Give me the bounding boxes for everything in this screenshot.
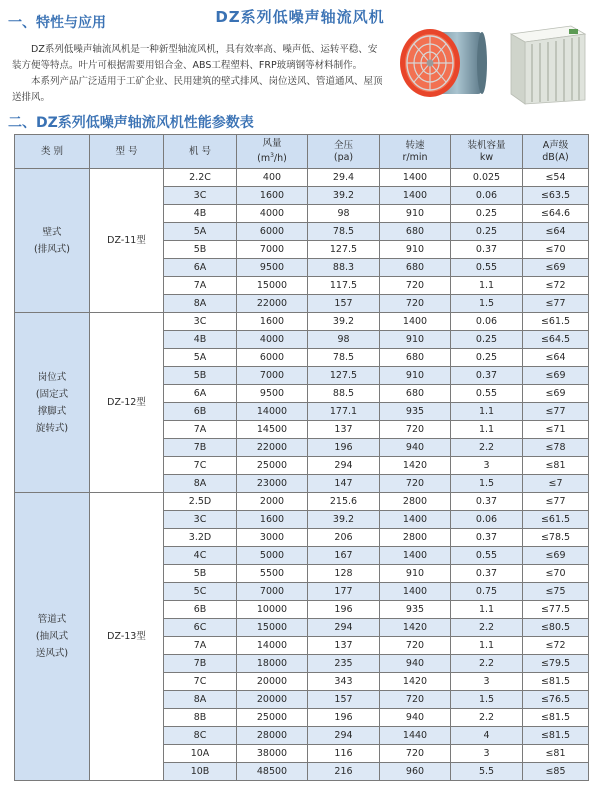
noise-cell: ≤64 xyxy=(523,223,589,241)
axial-fan-image xyxy=(398,24,488,102)
category-cell xyxy=(15,313,90,493)
machine-no-cell: 7B xyxy=(164,439,237,457)
category-line: 撑脚式 xyxy=(37,405,67,417)
airflow-cell: 6000 xyxy=(237,223,308,241)
intro-paragraph-1: DZ系列低噪声轴流风机是一种新型轴流风机，具有效率高、噪声低、运转平稳、安装方便等特点。叶片可根据需要用铝合金、ABS工程塑料、FRP玻璃钢等材料制作。 xyxy=(12,44,378,71)
capacity-cell: 1.1 xyxy=(451,601,523,619)
machine-no-cell: 8A xyxy=(164,475,237,493)
airflow-cell: 1600 xyxy=(237,313,308,331)
airflow-cell: 14000 xyxy=(237,637,308,655)
header-noise-unit: dB(A) xyxy=(542,151,569,163)
pressure-cell: 39.2 xyxy=(308,313,380,331)
noise-cell: ≤77 xyxy=(523,403,589,421)
capacity-cell: 0.37 xyxy=(451,529,523,547)
capacity-cell: 1.5 xyxy=(451,475,523,493)
noise-cell: ≤64 xyxy=(523,349,589,367)
pressure-cell: 98 xyxy=(308,331,380,349)
pressure-cell: 294 xyxy=(308,619,380,637)
noise-cell: ≤81 xyxy=(523,457,589,475)
airflow-cell: 18000 xyxy=(237,655,308,673)
speed-cell: 960 xyxy=(380,763,451,781)
noise-cell: ≤85 xyxy=(523,763,589,781)
capacity-cell: 1.1 xyxy=(451,277,523,295)
capacity-cell: 0.37 xyxy=(451,565,523,583)
section-heading-params: 二、DZ系列低噪声轴流风机性能参数表 xyxy=(8,115,254,131)
machine-no-cell: 8A xyxy=(164,691,237,709)
machine-no-cell: 6A xyxy=(164,259,237,277)
airflow-unit-post: /h) xyxy=(273,153,287,165)
speed-cell: 2800 xyxy=(380,493,451,511)
capacity-cell: 0.25 xyxy=(451,349,523,367)
pressure-cell: 196 xyxy=(308,439,380,457)
noise-cell: ≤61.5 xyxy=(523,511,589,529)
noise-cell: ≤78 xyxy=(523,439,589,457)
machine-no-cell: 6B xyxy=(164,403,237,421)
capacity-cell: 1.1 xyxy=(451,403,523,421)
airflow-cell: 5500 xyxy=(237,565,308,583)
noise-cell: ≤69 xyxy=(523,385,589,403)
capacity-cell: 0.37 xyxy=(451,493,523,511)
speed-cell: 1400 xyxy=(380,547,451,565)
pressure-cell: 39.2 xyxy=(308,187,380,205)
speed-cell: 1400 xyxy=(380,313,451,331)
machine-no-cell: 7A xyxy=(164,277,237,295)
machine-no-cell: 7C xyxy=(164,673,237,691)
capacity-cell: 2.2 xyxy=(451,619,523,637)
noise-cell: ≤75 xyxy=(523,583,589,601)
airflow-cell: 7000 xyxy=(237,367,308,385)
category-line: 旋转式) xyxy=(35,422,69,434)
pressure-cell: 177 xyxy=(308,583,380,601)
pressure-cell: 88.5 xyxy=(308,385,380,403)
noise-cell: ≤72 xyxy=(523,277,589,295)
capacity-cell: 4 xyxy=(451,727,523,745)
machine-no-cell: 6C xyxy=(164,619,237,637)
pressure-cell: 177.1 xyxy=(308,403,380,421)
machine-no-cell: 4C xyxy=(164,547,237,565)
pressure-cell: 29.4 xyxy=(308,169,380,187)
noise-cell: ≤81.5 xyxy=(523,727,589,745)
speed-cell: 940 xyxy=(380,439,451,457)
speed-cell: 935 xyxy=(380,403,451,421)
speed-cell: 2800 xyxy=(380,529,451,547)
machine-no-cell: 8B xyxy=(164,709,237,727)
airflow-cell: 38000 xyxy=(237,745,308,763)
speed-cell: 940 xyxy=(380,709,451,727)
speed-cell: 935 xyxy=(380,601,451,619)
speed-cell: 720 xyxy=(380,745,451,763)
pressure-cell: 167 xyxy=(308,547,380,565)
machine-no-cell: 2.5D xyxy=(164,493,237,511)
pressure-cell: 39.2 xyxy=(308,511,380,529)
pressure-cell: 157 xyxy=(308,295,380,313)
machine-no-cell: 5B xyxy=(164,565,237,583)
pressure-cell: 147 xyxy=(308,475,380,493)
category-cell xyxy=(15,169,90,313)
header-capacity-label: 装机容量 xyxy=(467,139,506,151)
header-pressure xyxy=(308,135,380,169)
noise-cell: ≤70 xyxy=(523,241,589,259)
pressure-cell: 127.5 xyxy=(308,241,380,259)
noise-cell: ≤69 xyxy=(523,547,589,565)
noise-cell: ≤77.5 xyxy=(523,601,589,619)
airflow-cell: 7000 xyxy=(237,583,308,601)
machine-no-cell: 5A xyxy=(164,349,237,367)
noise-cell: ≤64.5 xyxy=(523,331,589,349)
category-line: (抽风式 xyxy=(35,631,69,642)
speed-cell: 1420 xyxy=(380,673,451,691)
capacity-cell: 0.75 xyxy=(451,583,523,601)
speed-cell: 680 xyxy=(380,385,451,403)
category-cell xyxy=(15,493,90,781)
capacity-cell: 0.025 xyxy=(451,169,523,187)
speed-cell: 1400 xyxy=(380,187,451,205)
noise-cell: ≤80.5 xyxy=(523,619,589,637)
noise-cell: ≤64.6 xyxy=(523,205,589,223)
capacity-cell: 5.5 xyxy=(451,763,523,781)
noise-cell: ≤79.5 xyxy=(523,655,589,673)
machine-no-cell: 7A xyxy=(164,421,237,439)
speed-cell: 910 xyxy=(380,241,451,259)
airflow-cell: 14000 xyxy=(237,403,308,421)
pressure-cell: 343 xyxy=(308,673,380,691)
pressure-cell: 116 xyxy=(308,745,380,763)
machine-no-cell: 6B xyxy=(164,601,237,619)
header-machine-no: 机 号 xyxy=(164,135,237,169)
capacity-cell: 1.1 xyxy=(451,421,523,439)
capacity-cell: 0.55 xyxy=(451,385,523,403)
category-line: 送风式) xyxy=(35,648,69,659)
machine-no-cell: 6A xyxy=(164,385,237,403)
category-line: (排风式) xyxy=(34,243,70,255)
airflow-unit-sup: 3 xyxy=(270,151,274,159)
pressure-cell: 127.5 xyxy=(308,367,380,385)
airflow-unit-pre: (m xyxy=(257,153,271,165)
performance-table xyxy=(14,134,589,781)
airflow-cell: 1600 xyxy=(237,187,308,205)
machine-no-cell: 3C xyxy=(164,313,237,331)
capacity-cell: 3 xyxy=(451,673,523,691)
speed-cell: 720 xyxy=(380,637,451,655)
airflow-cell: 2000 xyxy=(237,493,308,511)
airflow-cell: 10000 xyxy=(237,601,308,619)
filter-box-image xyxy=(505,20,591,106)
airflow-cell: 15000 xyxy=(237,619,308,637)
airflow-cell: 4000 xyxy=(237,331,308,349)
pressure-cell: 157 xyxy=(308,691,380,709)
pressure-cell: 196 xyxy=(308,709,380,727)
machine-no-cell: 4B xyxy=(164,205,237,223)
speed-cell: 910 xyxy=(380,367,451,385)
header-pressure-label: 全压 xyxy=(333,139,353,151)
capacity-cell: 0.25 xyxy=(451,205,523,223)
airflow-cell: 7000 xyxy=(237,241,308,259)
airflow-cell: 20000 xyxy=(237,691,308,709)
speed-cell: 720 xyxy=(380,691,451,709)
capacity-cell: 1.5 xyxy=(451,691,523,709)
table-header-row xyxy=(15,135,589,169)
airflow-cell: 22000 xyxy=(237,439,308,457)
capacity-cell: 0.55 xyxy=(451,547,523,565)
model-cell: DZ-12型 xyxy=(90,313,164,493)
header-airflow-label: 风量 xyxy=(262,137,282,149)
capacity-cell: 0.37 xyxy=(451,367,523,385)
header-speed-unit: r/min xyxy=(402,151,428,163)
noise-cell: ≤71 xyxy=(523,421,589,439)
airflow-cell: 48500 xyxy=(237,763,308,781)
pressure-cell: 235 xyxy=(308,655,380,673)
capacity-cell: 3 xyxy=(451,745,523,763)
header-airflow-unit xyxy=(257,153,287,164)
speed-cell: 910 xyxy=(380,331,451,349)
speed-cell: 1400 xyxy=(380,169,451,187)
speed-cell: 720 xyxy=(380,421,451,439)
airflow-cell: 3000 xyxy=(237,529,308,547)
header-airflow xyxy=(237,135,308,169)
speed-cell: 1400 xyxy=(380,583,451,601)
pressure-cell: 78.5 xyxy=(308,349,380,367)
noise-cell: ≤69 xyxy=(523,367,589,385)
capacity-cell: 0.06 xyxy=(451,511,523,529)
airflow-cell: 6000 xyxy=(237,349,308,367)
airflow-cell: 400 xyxy=(237,169,308,187)
speed-cell: 720 xyxy=(380,295,451,313)
table-row xyxy=(15,313,589,331)
header-capacity-unit: kw xyxy=(479,151,494,163)
machine-no-cell: 3C xyxy=(164,187,237,205)
capacity-cell: 2.2 xyxy=(451,439,523,457)
airflow-cell: 28000 xyxy=(237,727,308,745)
pressure-cell: 196 xyxy=(308,601,380,619)
machine-no-cell: 10B xyxy=(164,763,237,781)
speed-cell: 910 xyxy=(380,205,451,223)
noise-cell: ≤81.5 xyxy=(523,709,589,727)
noise-cell: ≤63.5 xyxy=(523,187,589,205)
airflow-cell: 25000 xyxy=(237,457,308,475)
pressure-cell: 88.3 xyxy=(308,259,380,277)
speed-cell: 720 xyxy=(380,475,451,493)
capacity-cell: 2.2 xyxy=(451,709,523,727)
table-body xyxy=(15,169,589,781)
category-line: 管道式 xyxy=(37,614,67,625)
header-speed-label: 转速 xyxy=(405,139,425,151)
machine-no-cell: 2.2C xyxy=(164,169,237,187)
capacity-cell: 0.25 xyxy=(451,223,523,241)
machine-no-cell: 7A xyxy=(164,637,237,655)
pressure-cell: 294 xyxy=(308,727,380,745)
header-speed xyxy=(380,135,451,169)
section-heading-features: 一、特性与应用 xyxy=(8,15,106,31)
speed-cell: 1420 xyxy=(380,619,451,637)
noise-cell: ≤69 xyxy=(523,259,589,277)
capacity-cell: 1.1 xyxy=(451,637,523,655)
machine-no-cell: 8C xyxy=(164,727,237,745)
intro-text xyxy=(12,42,384,106)
speed-cell: 940 xyxy=(380,655,451,673)
pressure-cell: 206 xyxy=(308,529,380,547)
airflow-cell: 9500 xyxy=(237,385,308,403)
airflow-cell: 15000 xyxy=(237,277,308,295)
intro-paragraph-2: 本系列产品广泛适用于工矿企业、民用建筑的壁式排风、岗位送风、管道通风、屋顶送排风。 xyxy=(12,76,383,103)
airflow-cell: 14500 xyxy=(237,421,308,439)
pressure-cell: 98 xyxy=(308,205,380,223)
noise-cell: ≤81 xyxy=(523,745,589,763)
pressure-cell: 117.5 xyxy=(308,277,380,295)
noise-cell: ≤61.5 xyxy=(523,313,589,331)
header-category: 类 别 xyxy=(15,135,90,169)
model-cell: DZ-13型 xyxy=(90,493,164,781)
airflow-cell: 20000 xyxy=(237,673,308,691)
machine-no-cell: 3C xyxy=(164,511,237,529)
airflow-cell: 1600 xyxy=(237,511,308,529)
table-row xyxy=(15,493,589,511)
airflow-cell: 9500 xyxy=(237,259,308,277)
machine-no-cell: 5B xyxy=(164,367,237,385)
speed-cell: 1440 xyxy=(380,727,451,745)
noise-cell: ≤77 xyxy=(523,493,589,511)
capacity-cell: 0.37 xyxy=(451,241,523,259)
airflow-cell: 22000 xyxy=(237,295,308,313)
speed-cell: 680 xyxy=(380,223,451,241)
pressure-cell: 78.5 xyxy=(308,223,380,241)
machine-no-cell: 7C xyxy=(164,457,237,475)
noise-cell: ≤77 xyxy=(523,295,589,313)
machine-no-cell: 5C xyxy=(164,583,237,601)
category-line: 壁式 xyxy=(42,226,62,238)
speed-cell: 1400 xyxy=(380,511,451,529)
category-line: 岗位式 xyxy=(37,371,67,383)
machine-no-cell: 4B xyxy=(164,331,237,349)
speed-cell: 680 xyxy=(380,349,451,367)
capacity-cell: 0.25 xyxy=(451,331,523,349)
table-row xyxy=(15,169,589,187)
header-noise xyxy=(523,135,589,169)
capacity-cell: 2.2 xyxy=(451,655,523,673)
pressure-cell: 294 xyxy=(308,457,380,475)
noise-cell: ≤76.5 xyxy=(523,691,589,709)
pressure-cell: 128 xyxy=(308,565,380,583)
model-cell: DZ-11型 xyxy=(90,169,164,313)
noise-cell: ≤7 xyxy=(523,475,589,493)
speed-cell: 720 xyxy=(380,277,451,295)
noise-cell: ≤70 xyxy=(523,565,589,583)
capacity-cell: 0.55 xyxy=(451,259,523,277)
header-capacity xyxy=(451,135,523,169)
airflow-cell: 25000 xyxy=(237,709,308,727)
pressure-cell: 215.6 xyxy=(308,493,380,511)
capacity-cell: 0.06 xyxy=(451,313,523,331)
noise-cell: ≤81.5 xyxy=(523,673,589,691)
speed-cell: 1420 xyxy=(380,457,451,475)
machine-no-cell: 5A xyxy=(164,223,237,241)
airflow-cell: 4000 xyxy=(237,205,308,223)
header-pressure-unit: (pa) xyxy=(333,151,354,163)
airflow-cell: 23000 xyxy=(237,475,308,493)
machine-no-cell: 10A xyxy=(164,745,237,763)
airflow-cell: 5000 xyxy=(237,547,308,565)
header-noise-label: A声级 xyxy=(542,139,569,151)
capacity-cell: 1.5 xyxy=(451,295,523,313)
capacity-cell: 0.06 xyxy=(451,187,523,205)
machine-no-cell: 5B xyxy=(164,241,237,259)
noise-cell: ≤78.5 xyxy=(523,529,589,547)
category-line: (固定式 xyxy=(35,388,69,400)
pressure-cell: 216 xyxy=(308,763,380,781)
capacity-cell: 3 xyxy=(451,457,523,475)
pressure-cell: 137 xyxy=(308,421,380,439)
page-title: DZ系列低噪声轴流风机 xyxy=(215,8,385,26)
header-model: 型 号 xyxy=(90,135,164,169)
speed-cell: 910 xyxy=(380,565,451,583)
machine-no-cell: 3.2D xyxy=(164,529,237,547)
noise-cell: ≤54 xyxy=(523,169,589,187)
noise-cell: ≤72 xyxy=(523,637,589,655)
machine-no-cell: 8A xyxy=(164,295,237,313)
pressure-cell: 137 xyxy=(308,637,380,655)
speed-cell: 680 xyxy=(380,259,451,277)
machine-no-cell: 7B xyxy=(164,655,237,673)
